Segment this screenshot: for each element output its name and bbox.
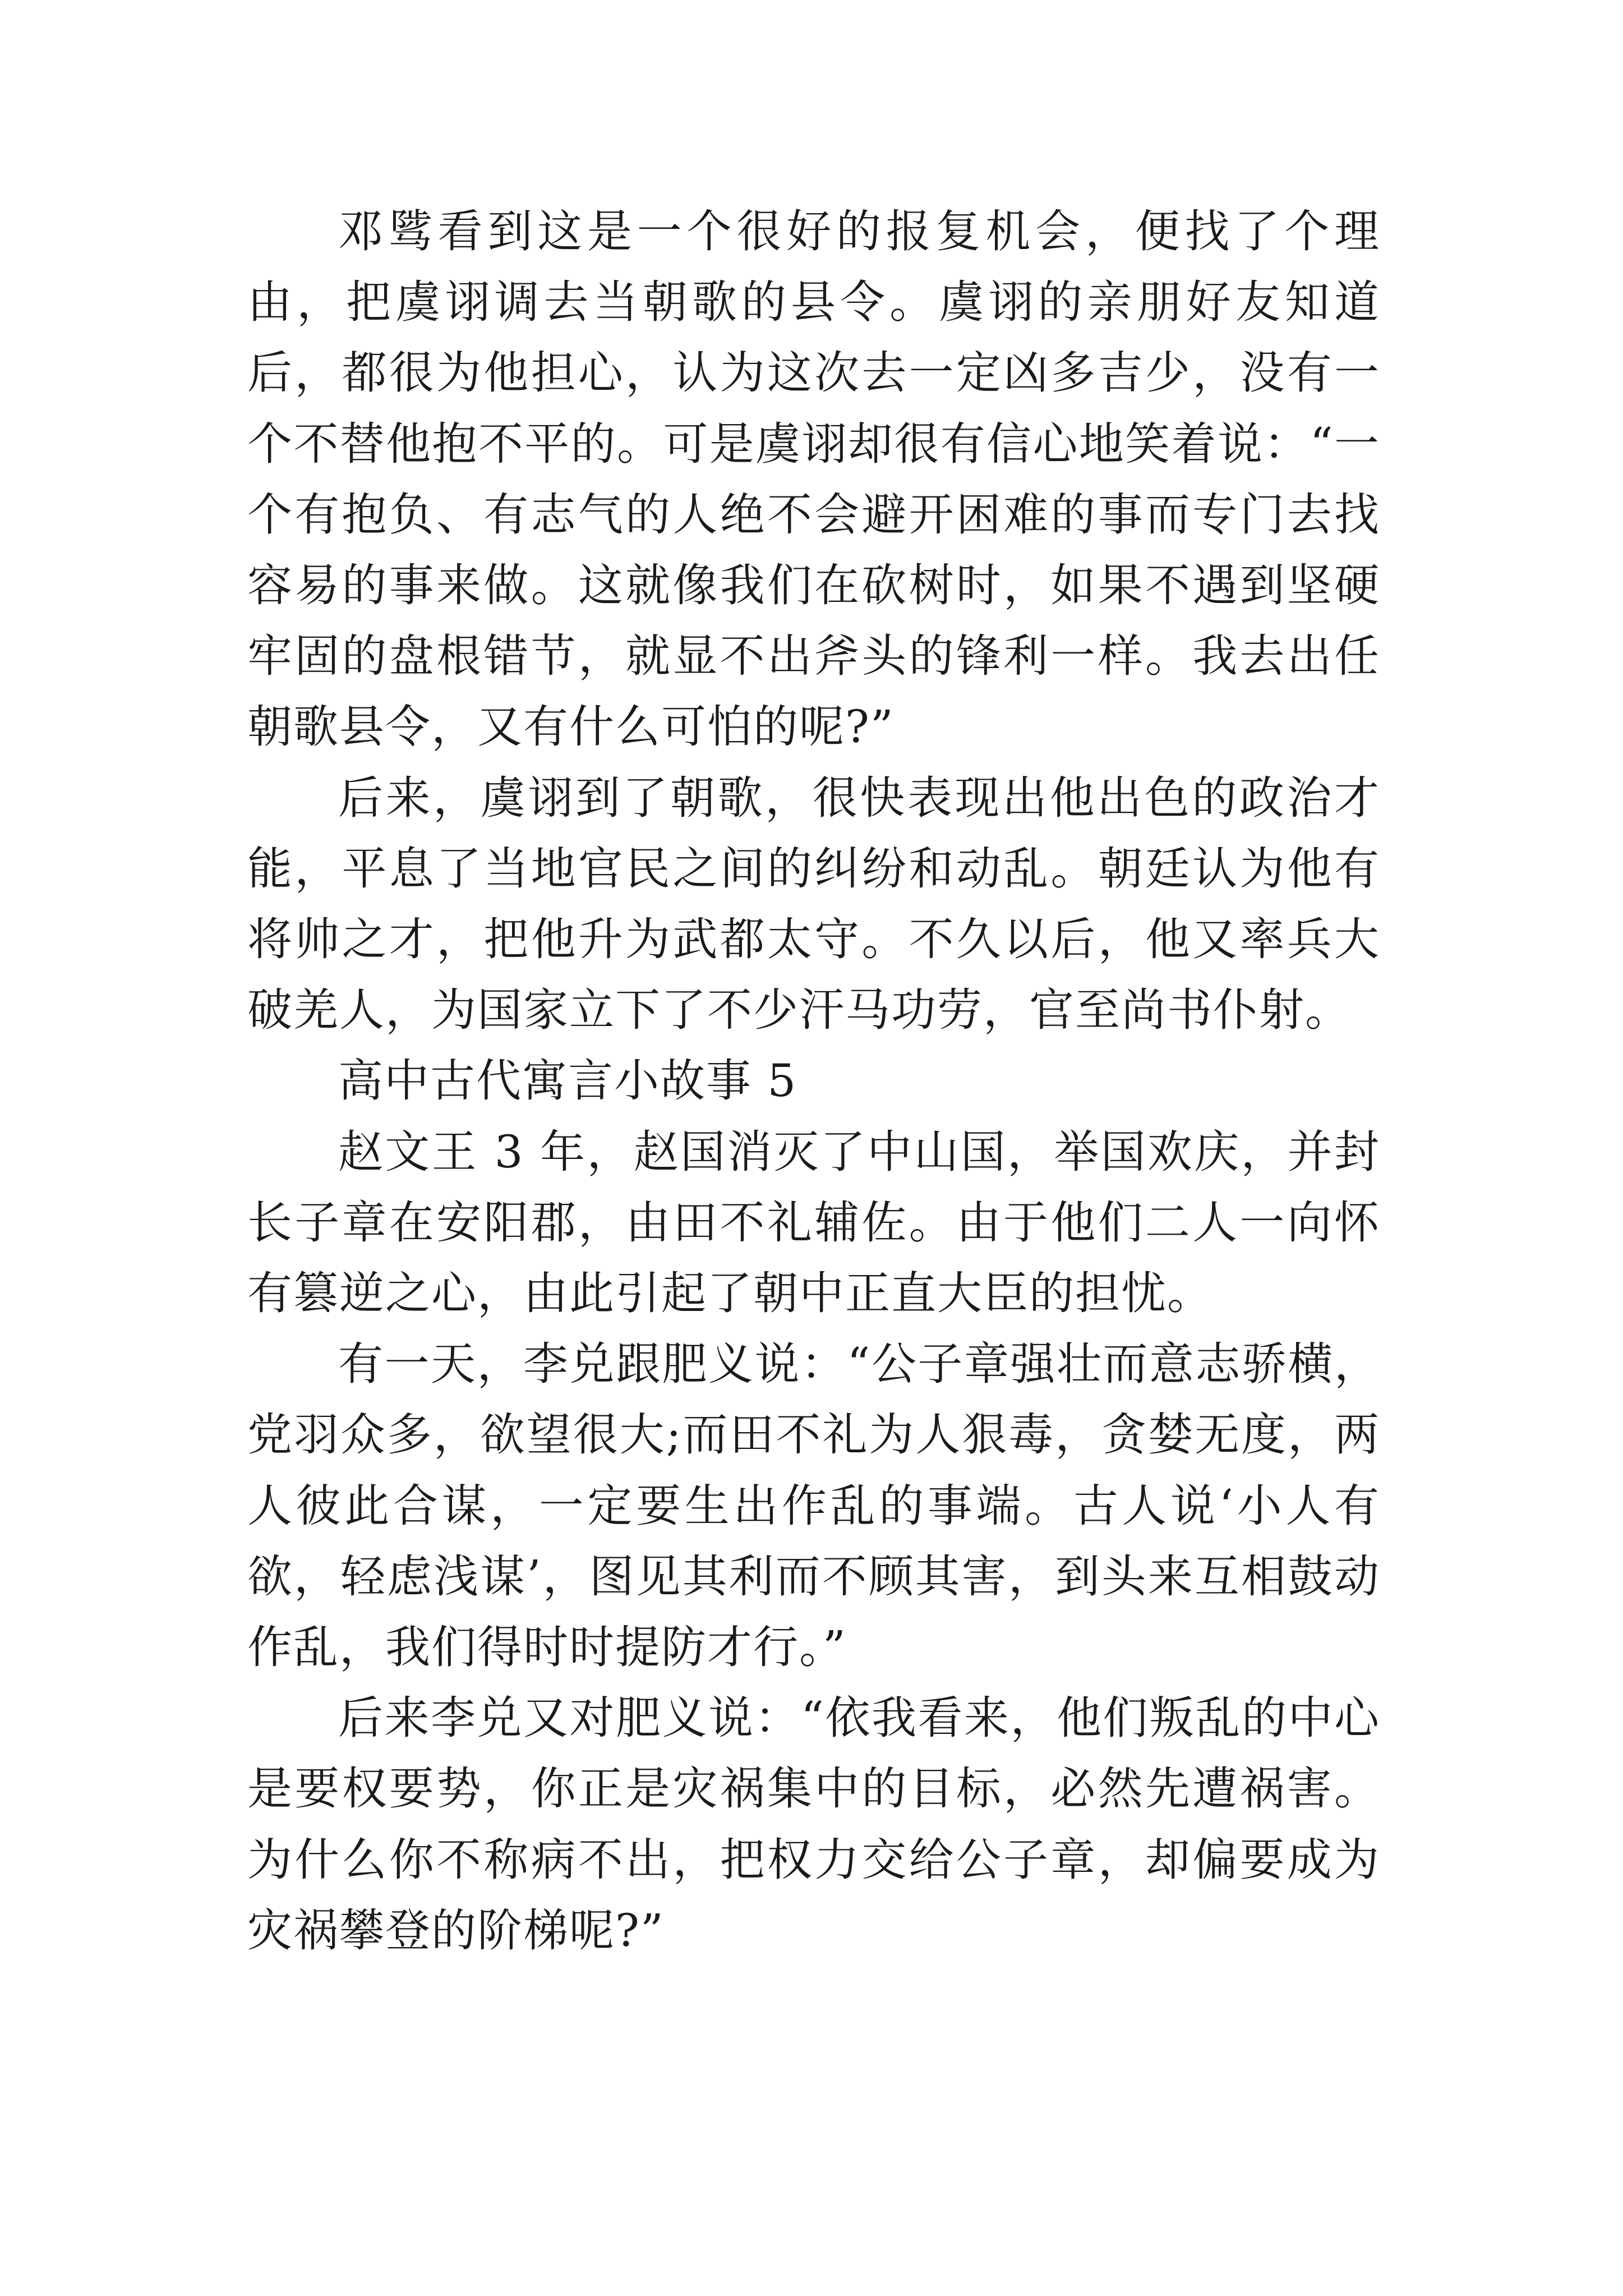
paragraph: 赵文王 3 年，赵国消灭了中山国，举国欢庆，并封长子章在安阳郡，由田不礼辅佐。由于他们二人一向怀有篡逆之心，由此引起了朝中正直大臣的担忧。	[247, 1125, 1380, 1320]
paragraph: 邓骘看到这是一个很好的报复机会，便找了个理由，把虞诩调去当朝歌的县令。虞诩的亲朋好友知道后，都很为他担心，认为这次去一定凶多吉少，没有一个不替他抱不平的。可是虞诩却很有信心地笑着说：“一个有抱负、有志气的人绝不会避开困难的事而专门去找容易的事来做。这就像我们在砍树时，如果不遇到坚硬牢固的盘根错节，就显不出斧头的锋利一样。我去出任朝歌县令，又有什么可怕的呢?”	[247, 205, 1380, 753]
document-body	[247, 196, 1380, 1966]
paragraph: 后来，虞诩到了朝歌，很快表现出他出色的政治才能，平息了当地官民之间的纠纷和动乱。朝廷认为他有将帅之才，把他升为武都太守。不久以后，他又率兵大破羌人，为国家立下了不少汗马功劳，官至尚书仆射。	[247, 771, 1380, 1037]
paragraph: 有一天，李兑跟肥义说：“公子章强壮而意志骄横，党羽众多，欲望很大;而田不礼为人狠毒，贪婪无度，两人彼此合谋，一定要生出作乱的事端。古人说‘小人有欲，轻虑浅谋’，图见其利而不顾其害，到头来互相鼓动作乱，我们得时时提防才行。”	[247, 1338, 1380, 1674]
section-heading: 高中古代寓言小故事 5	[338, 1055, 797, 1107]
paragraph: 后来李兑又对肥义说：“依我看来，他们叛乱的中心是要权要势，你正是灾祸集中的目标，必然先遭祸害。为什么你不称病不出，把权力交给公子章，却偏要成为灾祸攀登的阶梯呢?”	[247, 1692, 1380, 1957]
